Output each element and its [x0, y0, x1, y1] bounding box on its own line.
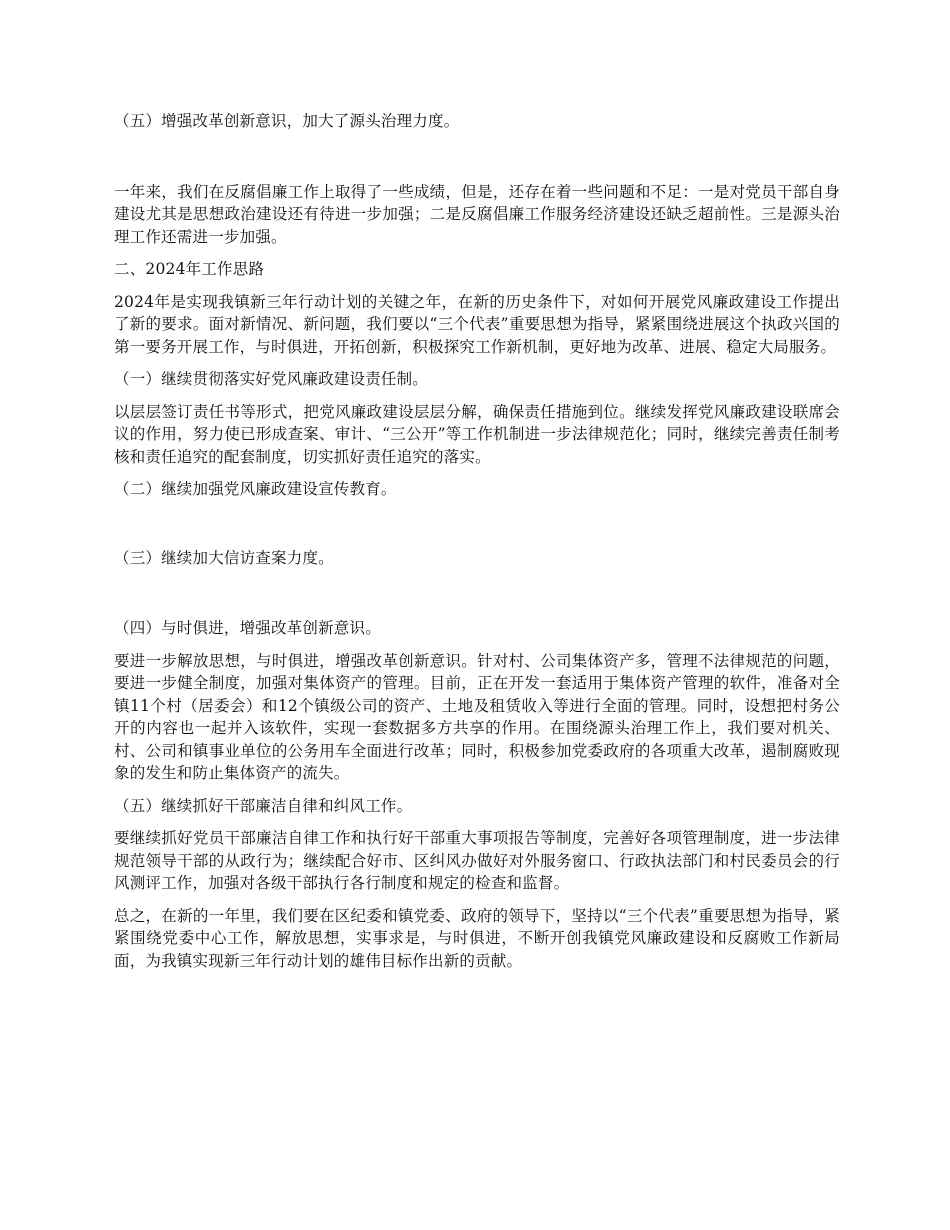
body-paragraph: 总之，在新的一年里，我们要在区纪委和镇党委、政府的领导下，坚持以“三个代表”重要思想为指导，紧紧围绕党委中心工作，解放思想，实事求是，与时俱进，不断开创我镇党风廉政建设和反腐败工作新局面，为我镇实现新三年行动计划的雄伟目标作出新的贡献。	[114, 906, 840, 970]
body-paragraph: 要进一步解放思想，与时俱进，增强改革创新意识。针对村、公司集体资产多，管理不法律规范的问题，要进一步健全制度，加强对集体资产的管理。目前，正在开发一套适用于集体资产管理的软件，准备对全镇11个村（居委会）和12个镇级公司的资产、土地及租赁收入等进行全面的管理。同时，设想把村务公开的内容也一起并入该软件，实现一套数据多方共享的作用。在围绕源头治理工作上，我们要对机关、村、公司和镇事业单位的公务用车全面进行改革；同时，积极参加党委政府的各项重大改革，遏制腐败现象的发生和防止集体资产的流失。	[114, 651, 840, 782]
body-paragraph: 2024年是实现我镇新三年行动计划的关键之年，在新的历史条件下，对如何开展党风廉政建设工作提出了新的要求。面对新情况、新问题，我们要以“三个代表”重要思想为指导，紧紧围绕进展这个执政兴国的第一要务开展工作，与时俱进，开拓创新，积极探究工作新机制，更好地为改革、进展、稳定大局服务。	[114, 292, 840, 356]
section-heading: （五）增强改革创新意识，加大了源头治理力度。	[114, 112, 460, 130]
section-heading: （五）继续抓好干部廉洁自律和纠风工作。	[114, 796, 413, 815]
body-paragraph: 要继续抓好党员干部廉洁自律工作和执行好干部重大事项报告等制度，完善好各项管理制度，进一步法律规范领导干部的从政行为；继续配合好市、区纠风办做好对外服务窗口、行政执法部门和村民委员会的行风测评工作，加强对各级干部执行各行制度和规定的检查和监督。	[114, 829, 840, 892]
section-heading: （三）继续加大信访查案力度。	[114, 548, 334, 567]
section-heading: 二、2024年工作思路	[114, 260, 265, 278]
section-heading: （四）与时俱进，增强改革创新意识。	[114, 619, 381, 637]
section-heading: （二）继续加强党风廉政建设宣传教育。	[114, 480, 397, 498]
section-heading: （一）继续贯彻落实好党风廉政建设责任制。	[114, 370, 429, 388]
body-paragraph: 一年来，我们在反腐倡廉工作上取得了一些成绩，但是，还存在着一些问题和不足：一是对党员干部自身建设尤其是思想政治建设还有待进一步加强；二是反腐倡廉工作服务经济建设还缺乏超前性。三是源头治理工作还需进一步加强。	[114, 182, 840, 246]
body-paragraph: 以层层签订责任书等形式，把党风廉政建设层层分解，确保责任措施到位。继续发挥党风廉政建设联席会议的作用，努力使已形成查案、审计、“三公开”等工作机制进一步法律规范化；同时，继续完善责任制考核和责任追究的配套制度，切实抓好责任追究的落实。	[114, 402, 840, 466]
